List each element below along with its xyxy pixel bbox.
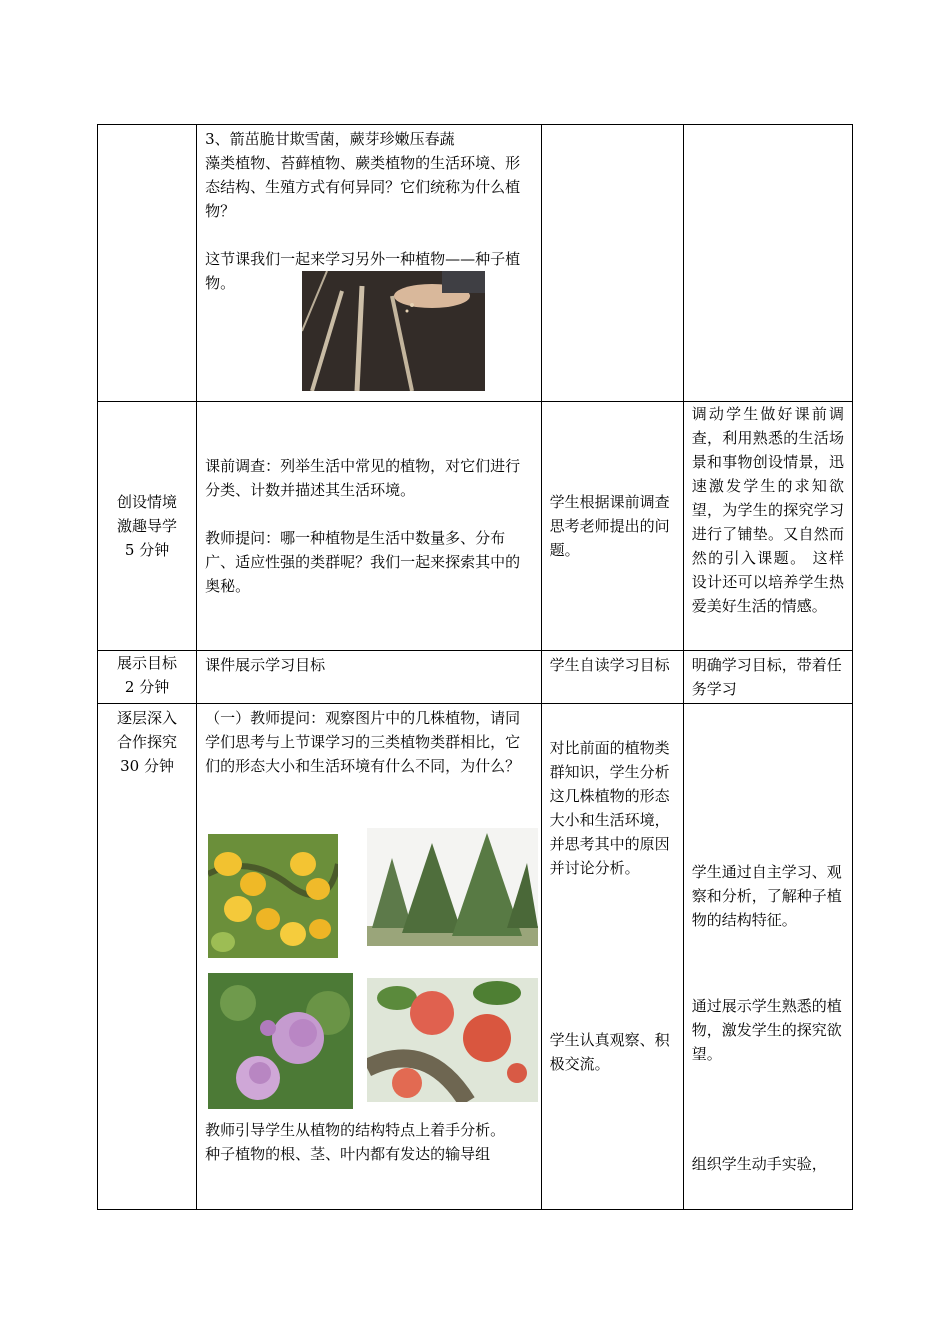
- teacher-question: （一）教师提问：观察图片中的几株植物，请同学们思考与上节课学习的三类植物类群相比，它们的形态大小和生活环境有什么不同，为什么？: [205, 709, 521, 775]
- stage-duration: 5 分钟: [124, 541, 170, 559]
- lesson-plan-table: [97, 124, 853, 1210]
- stage-label: 激趣导学: [117, 517, 178, 535]
- teacher-question: 教师提问：哪一种植物是生活中数量多、分布广、适应性强的类群呢？我们一起来探索其中的奥秘。: [205, 529, 521, 595]
- content-cell: [197, 704, 541, 1210]
- design-intent: 通过展示学生熟悉的植物，激发学生的探究欲望。: [691, 997, 842, 1063]
- pomegranate-fruit-photo: [367, 978, 538, 1102]
- stage-cell: [98, 704, 197, 1210]
- structure-text: 种子植物的根、茎、叶内都有发达的输导组: [205, 1145, 491, 1163]
- table-row: [98, 402, 853, 651]
- apricot-fruit-photo: [208, 834, 338, 958]
- intent-cell: [683, 125, 852, 402]
- content-cell: [197, 402, 541, 651]
- table-row: [98, 125, 853, 402]
- plant-photo-grid: [197, 828, 540, 1110]
- design-intent: 明确学习目标，带着任务学习: [691, 656, 842, 698]
- stage-label: 创设情境: [117, 493, 178, 511]
- intro-text: 这节课我们一起来学习另外一种植物——种子植物。: [205, 250, 521, 292]
- stage-label: 展示目标: [117, 654, 178, 672]
- survey-text: 课前调查：列举生活中常见的植物，对它们进行分类、计数并描述其生活环境。: [205, 457, 521, 499]
- design-intent: 调动学生做好课前调查，利用熟悉的生活场景和事物创设情景，迅速激发学生的求知欲望，为学生的探究学习进行了铺垫。又自然而然的引入课题。 这样设计还可以培养学生热爱美好生活的情感。: [691, 405, 844, 615]
- stage-cell: [98, 125, 197, 402]
- stage-duration: 2 分钟: [124, 678, 170, 696]
- objective-text: 课件展示学习目标: [205, 656, 326, 674]
- intent-cell: [683, 704, 852, 1210]
- stage-cell: [98, 402, 197, 651]
- content-cell: [197, 125, 541, 402]
- stage-duration: 30 分钟: [120, 757, 174, 775]
- table-row: [98, 651, 853, 704]
- design-intent: 学生通过自主学习、观察和分析，了解种子植物的结构特征。: [691, 863, 842, 929]
- student-cell: [541, 651, 683, 704]
- hibiscus-flower-photo: [208, 973, 353, 1109]
- stage-label: 合作探究: [117, 733, 178, 751]
- poem-line: 3、箭茁脆甘欺雪菌，蕨芽珍嫩压春蔬: [205, 130, 455, 148]
- student-cell: [541, 125, 683, 402]
- soil-sowing-photo: [302, 271, 485, 391]
- design-intent: 组织学生动手实验，: [691, 1155, 827, 1173]
- stage-label: 逐层深入: [117, 709, 178, 727]
- student-cell: [541, 402, 683, 651]
- student-activity: 对比前面的植物类群知识，学生分析这几株植物的形态大小和生活环境，并思考其中的原因并讨论分析。: [549, 739, 670, 877]
- student-cell: [541, 704, 683, 1210]
- intent-cell: [683, 651, 852, 704]
- question-text: 藻类植物、苔藓植物、蕨类植物的生活环境、形态结构、生殖方式有何异同？它们统称为什么植物？: [205, 154, 521, 220]
- intent-cell: [683, 402, 852, 651]
- student-activity: 学生自读学习目标: [549, 656, 670, 674]
- student-activity: 学生认真观察、积极交流。: [549, 1031, 670, 1073]
- guidance-text: 教师引导学生从植物的结构特点上着手分析。: [205, 1121, 506, 1139]
- table-row: [98, 704, 853, 1210]
- cedar-trees-photo: [367, 828, 538, 946]
- student-activity: 学生根据课前调查思考老师提出的问题。: [549, 493, 670, 559]
- content-cell: [197, 651, 541, 704]
- stage-cell: [98, 651, 197, 704]
